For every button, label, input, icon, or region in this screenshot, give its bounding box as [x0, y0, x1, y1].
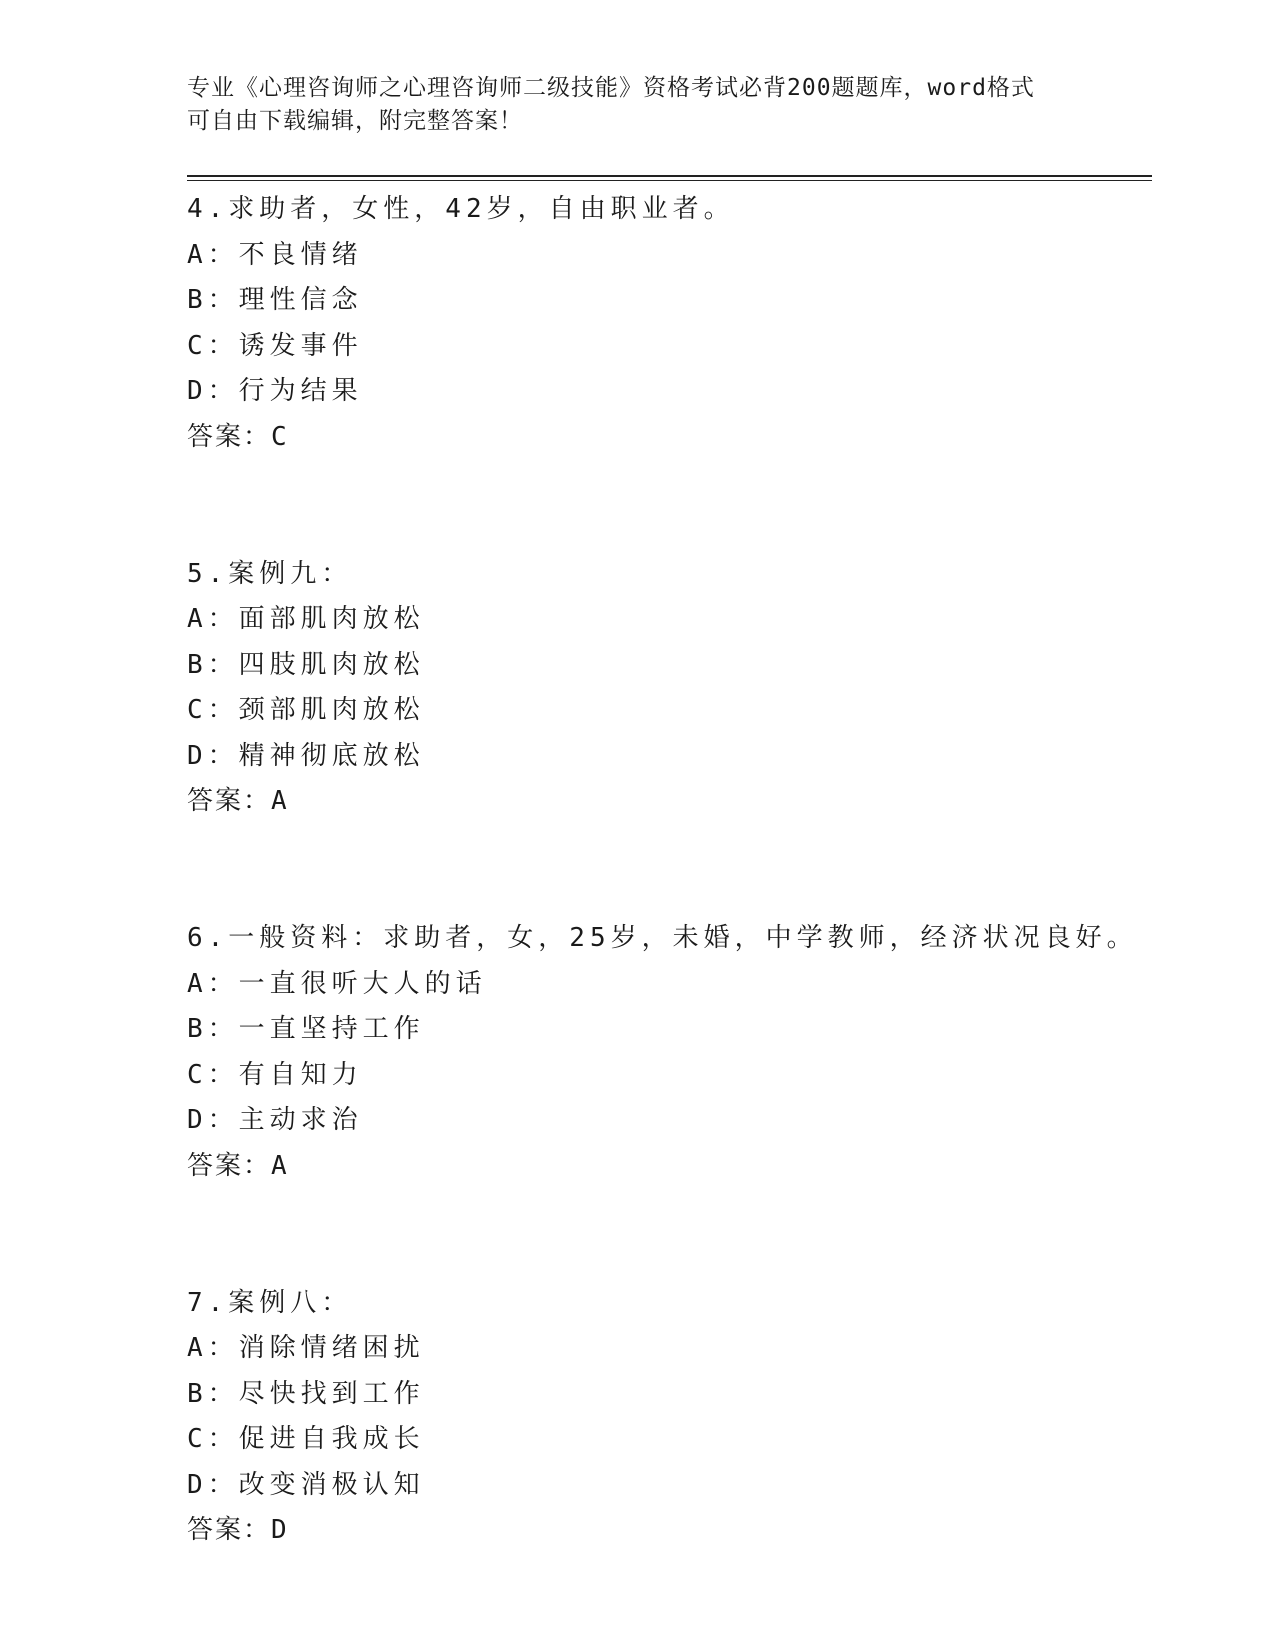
- question-stem: 7.案例八：: [187, 1287, 353, 1318]
- answer-line: [187, 415, 1152, 461]
- answer-line: [187, 1144, 1152, 1190]
- document-header: [187, 72, 1087, 138]
- answer-label: 答案：: [187, 421, 272, 452]
- option-b: B：尽快找到工作: [187, 1378, 425, 1409]
- answer-line: [187, 779, 1152, 825]
- question-spacer: [187, 1189, 1152, 1281]
- header-line-2: 可自由下载编辑，附完整答案！: [187, 108, 523, 134]
- answer-line: [187, 1508, 1152, 1554]
- answer-label: 答案：: [187, 1150, 272, 1181]
- option-c: C：有自知力: [187, 1059, 363, 1090]
- option-c: C：颈部肌肉放松: [187, 695, 425, 725]
- option-d: D：精神彻底放松: [187, 740, 425, 771]
- header-divider-thick: [187, 175, 1152, 177]
- question-list: [187, 187, 1152, 1554]
- option-b: B：一直坚持工作: [187, 1014, 425, 1044]
- option-a: A：不良情绪: [187, 239, 363, 270]
- question-spacer: [187, 825, 1152, 917]
- option-c: C：促进自我成长: [187, 1424, 425, 1454]
- answer-label: 答案：: [187, 1515, 272, 1545]
- question-stem: 5.案例九：: [187, 558, 353, 589]
- option-d: D：行为结果: [187, 376, 363, 406]
- question-stem: 6.一般资料：求助者，女，25岁，未婚，中学教师，经济状况良好。: [187, 923, 1138, 953]
- question-spacer: [187, 460, 1152, 552]
- option-d: D：改变消极认知: [187, 1469, 425, 1500]
- answer-value: C: [271, 421, 289, 452]
- answer-value: A: [271, 786, 289, 816]
- answer-value: D: [271, 1515, 289, 1545]
- question-6: [187, 916, 1152, 1189]
- answer-value: A: [271, 1150, 289, 1181]
- option-b: B：四肢肌肉放松: [187, 649, 425, 680]
- option-a: A：面部肌肉放松: [187, 604, 425, 634]
- header-divider-thin: [187, 180, 1152, 181]
- question-5: [187, 552, 1152, 825]
- option-d: D：主动求治: [187, 1105, 363, 1135]
- option-c: C：诱发事件: [187, 330, 363, 361]
- question-4: [187, 187, 1152, 460]
- option-b: B：理性信念: [187, 285, 363, 315]
- header-line-1: 专业《心理咨询师之心理咨询师二级技能》资格考试必背200题题库，word格式: [187, 75, 1035, 101]
- answer-label: 答案：: [187, 786, 272, 816]
- question-stem: 4.求助者，女性，42岁，自由职业者。: [187, 194, 735, 224]
- option-a: A：消除情绪困扰: [187, 1333, 425, 1363]
- question-7: [187, 1281, 1152, 1554]
- option-a: A：一直很听大人的话: [187, 968, 487, 999]
